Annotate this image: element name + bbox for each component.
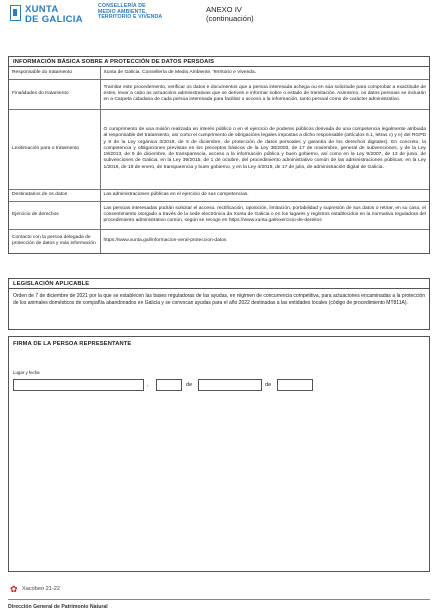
table-row (9, 229, 429, 253)
footer-divider (8, 599, 430, 600)
data-protection-table (9, 67, 429, 253)
table-row (9, 67, 429, 79)
row-value: Las administraciones públicas en el ejercicio de sus competencias. (100, 189, 429, 201)
table-row (9, 79, 429, 109)
row-key: Finalidades do tratamento (9, 79, 100, 109)
table-row (9, 201, 429, 229)
annex-subtitle: (continuación) (206, 14, 254, 23)
xunta-logo (10, 4, 100, 26)
xacobeo-icon: ✿ (10, 584, 18, 594)
department-name (98, 4, 162, 21)
xacobeo-logo (10, 584, 90, 594)
signature-title: FIRMA DE LA PERSOA REPRESENTANTE (13, 341, 132, 347)
year-field[interactable] (277, 379, 313, 391)
place-field[interactable] (13, 379, 144, 391)
legislation-title: LEGISLACIÓN APLICABLE (9, 279, 429, 289)
row-value: O cumprimento de una misión realizada en interés público o en el ejercicio de poderes públicos derivada de una competencia legalmente atribuida al responsable del tratamiento, así como el cumprimento de obrigacións legales impostas a dicho responsable (artículos 6.1, letras c) y e) del RGPD y 8 de la Ley orgánica 3/2018, de 5 de diciembre, de protección de datos persoales y garantía de los derechos digitales). En concreto, la competencia y obligaciones previstas en los preceptos básicos de la Ley 38/2003, de 17 de noviembre, general de subvenciones, y de la Ley 19/2013, de 9 de diciembre, de transparencia, acceso a la información pública y buen gobierno, así como en la Ley 9/2007, de 13 de junio, de subvenciones de Galicia, en la Ley 39/2015, de 1 de octubre, del procedimiento administrativo común de las administraciones públicas, en la Ley 1/2016, de 18 de enero, de transparencia y buen gobierno, y en la Ley 4/2019, de 17 de julio, de administración digital de Galicia. (100, 109, 429, 189)
row-key: Lexitimación para o tratamento (9, 109, 100, 189)
logo-line-2: DE GALICIA (25, 14, 83, 25)
signature-section (8, 336, 430, 572)
month-field[interactable] (198, 379, 262, 391)
legislation-section (8, 278, 430, 330)
dept-line-1: CONSELLERÍA DE (98, 3, 146, 9)
annex-heading (206, 5, 254, 23)
xunta-emblem-icon (10, 5, 21, 21)
place-date-label: Lugar y fecha (13, 370, 40, 375)
legislation-text: Orden de 7 de diciembre de 2021 por la que se establecen las bases reguladoras de las ayudas, en régimen de concurrencia competitiva, para actuaciones encaminadas a la protección de los animales domésticos de compañía abandonados en Galicia y se convocan ayudas para el año 2022 destinadas a las entidades locales (código de procedimiento MT811A). (13, 293, 425, 306)
table-row (9, 189, 429, 201)
xacobeo-text: Xacobeo 21-22 (22, 586, 60, 592)
row-key: Destinatarios de os datos (9, 189, 100, 201)
row-key: Ejercicio de derechos (9, 201, 100, 229)
logo-line-1: XUNTA (25, 4, 59, 15)
row-value[interactable]: https://www.xunta.gal/informacion-xeral-proteccion-datos (100, 229, 429, 253)
row-key: Contacto con la persoa delegada de protección de datos y más información (9, 229, 100, 253)
dept-line-3: TERRITORIO E VIVENDA (98, 14, 163, 21)
row-value: Las persoas interesadas podrán solicitar el acceso, rectificación, oposición, limitación, portabilidad y supresión de sus datos o retirar, en su caso, el consentimiento otorgado a través de la sede electrónica da Xunta de Galicia o en los lugares y registros establecidos en la normativa reguladora del procedimiento administrativo común, según se recoge en https://www.xunta.gal/exercicio-de-dereitos (100, 201, 429, 229)
table-row (9, 109, 429, 189)
de-label-2: de (265, 382, 272, 388)
de-label-1: de (186, 382, 193, 388)
row-key: Responsable do tratamento (9, 67, 100, 79)
dept-line-2: MEDIO AMBIENTE, (98, 8, 148, 15)
footer-department: Dirección General de Patrimonio Natural (8, 604, 108, 610)
day-field[interactable] (156, 379, 182, 391)
annex-title: ANEXO IV (206, 5, 242, 14)
data-protection-section (8, 56, 430, 254)
page-header (10, 4, 430, 26)
row-value: Xunta de Galicia. Consellería de Medio Ambiente, Territorio e Vivenda. (103, 69, 257, 75)
comma-separator: , (147, 382, 149, 388)
data-protection-title: INFORMACIÓN BÁSICA SOBRE A PROTECCIÓN DE DATOS PERSOAIS (9, 57, 429, 67)
row-value: Tramitar este procedemento, verificar os datos e documentos que a persoa interesada achega ou en súa solicitude para comprobar a exactitude de estes, levar a cabo as actuacións administrativas que se deriven e informar sobre o estado de tramitación. Asimismo, os datos persoais se incluirán en a Carpeta cidadana de cada persoa interesada para facilitar o acceso a la información, tanto persoal como de carácter administrativo. (100, 79, 429, 109)
